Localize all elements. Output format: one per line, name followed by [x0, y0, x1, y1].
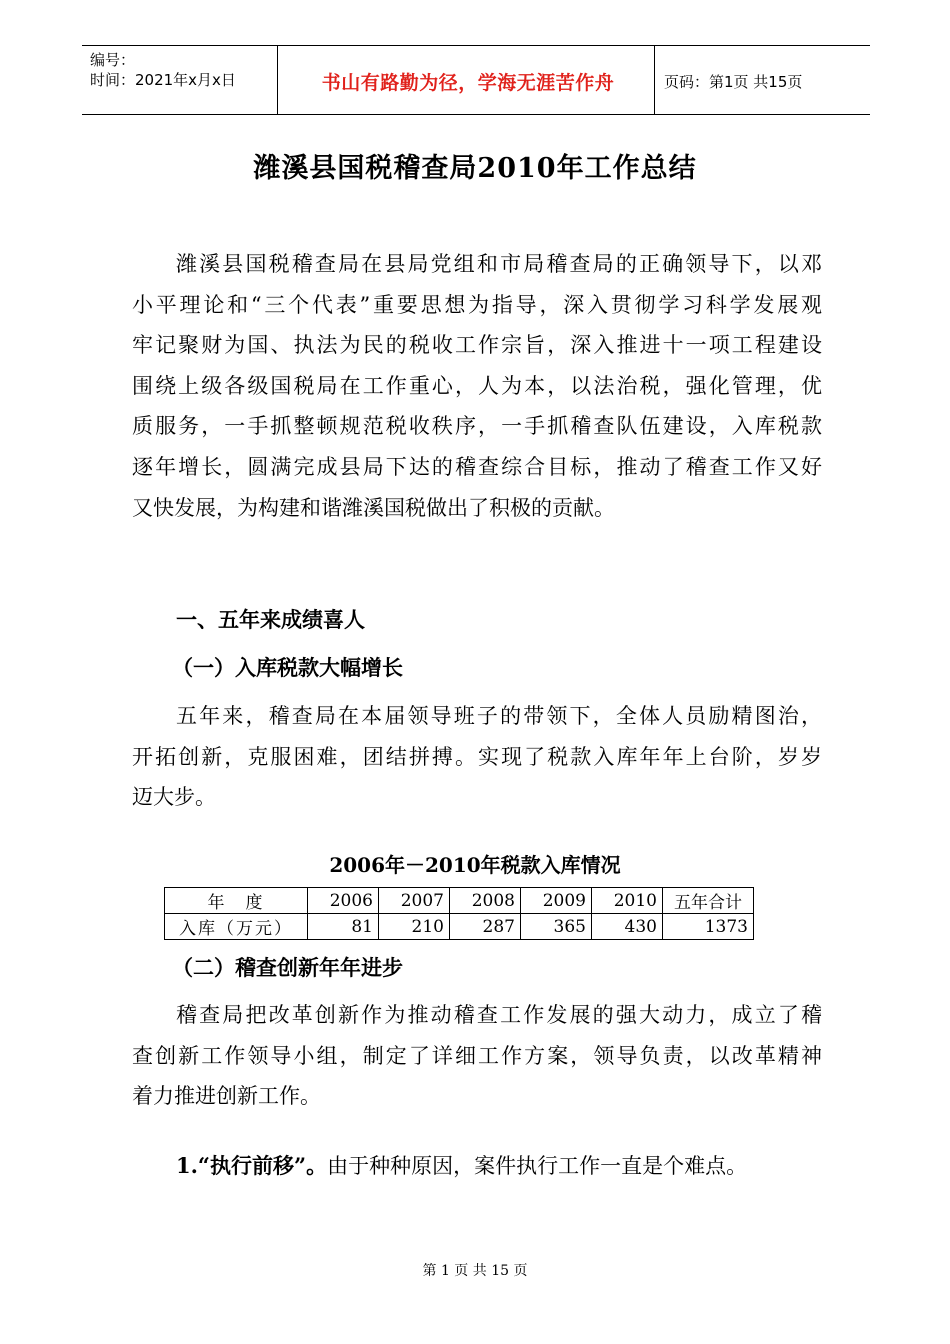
code-label: 编号：: [90, 51, 136, 69]
subsection-heading: （二）稽查创新年年进步: [172, 955, 403, 980]
paragraph-line: [132, 1146, 822, 1187]
table-cell: 210: [379, 914, 450, 940]
item-1: [132, 1146, 822, 1187]
paragraph-line: 迈大步。: [132, 785, 216, 810]
item-1-text: 由于种种原因，案件执行工作一直是个难点。: [327, 1154, 748, 1178]
table-title: 2006年－2010年税款入库情况: [329, 853, 621, 877]
table-header-cell: 2008: [450, 888, 521, 914]
table-cell: 287: [450, 914, 521, 940]
paragraph-line: 开拓创新，克服困难，团结拼搏。实现了税款入库年年上台阶，岁岁: [132, 744, 822, 769]
paragraph-2: [132, 696, 822, 818]
table-header-cell: 2010: [592, 888, 663, 914]
paragraph-line: 着力推进创新工作。: [132, 1084, 321, 1109]
paragraph-line: 潍溪县国税稽查局在县局党组和市局稽查局的正确领导下，以邓: [176, 252, 822, 276]
paragraph-line: 牢记聚财为国、执法为民的税收工作宗旨，深入推进十一项工程建设: [132, 333, 822, 358]
header-page-info: 页码：第1页 共15页: [664, 73, 803, 91]
paragraph-line: 小平理论和“三个代表”重要思想为指导，深入贯彻学习科学发展观: [132, 292, 822, 317]
paragraph-line: 五年来，稽查局在本届领导班子的带领下，全体人员励精图治，: [176, 704, 822, 728]
paragraph-line: 稽查局把改革创新作为推动稽查工作发展的强大动力，成立了稽: [176, 1003, 822, 1027]
time-label: 时间：2021年x月x日: [90, 71, 236, 89]
table-cell: 1373: [663, 914, 754, 940]
table-cell: 430: [592, 914, 663, 940]
table-header-cell: 五年合计: [663, 888, 754, 914]
paragraph-line: 质服务，一手抓整顿规范税收秩序，一手抓稽查队伍建设，入库税款: [132, 414, 822, 439]
document-title: 潍溪县国税稽查局2010年工作总结: [253, 153, 697, 184]
table-row: [165, 914, 754, 940]
table-row: [165, 888, 754, 914]
table-row-label: 入库（万元）: [165, 914, 308, 940]
header-meta: [90, 50, 236, 90]
table-header-cell: 2006: [308, 888, 379, 914]
header-divider: [277, 46, 278, 114]
intro-paragraph: [132, 244, 822, 528]
table-cell: 365: [521, 914, 592, 940]
page-header: [82, 45, 870, 115]
subsection-heading: （一）入库税款大幅增长: [172, 655, 403, 680]
table-header-cell: 年 度: [165, 888, 308, 914]
paragraph-line: 查创新工作领导小组，制定了详细工作方案，领导负责，以改革精神: [132, 1043, 822, 1068]
tax-table: [164, 887, 754, 940]
table-header-cell: 2007: [379, 888, 450, 914]
header-motto: 书山有路勤为径，学海无涯苦作舟: [321, 72, 615, 94]
paragraph-line: 围绕上级各级国税局在工作重心，人为本，以法治税，强化管理，优: [132, 373, 822, 398]
paragraph-3: [132, 995, 822, 1117]
paragraph-line: 逐年增长，圆满完成县局下达的稽查综合目标，推动了稽查工作又好: [132, 454, 822, 479]
page-footer: 第 1 页 共 15 页: [422, 1263, 528, 1279]
section-heading: 一、五年来成绩喜人: [176, 607, 365, 632]
table-header-cell: 2009: [521, 888, 592, 914]
item-1-heading: 1.“执行前移”。: [176, 1153, 328, 1178]
paragraph-line: 又快发展，为构建和谐潍溪国税做出了积极的贡献。: [132, 495, 615, 520]
table-cell: 81: [308, 914, 379, 940]
header-divider: [654, 46, 655, 114]
